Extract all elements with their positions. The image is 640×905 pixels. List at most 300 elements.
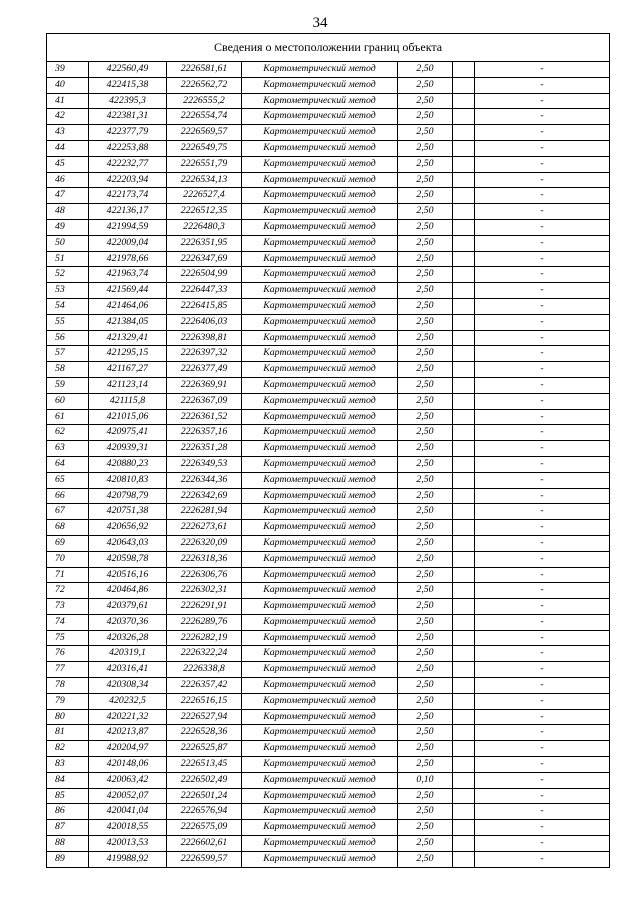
description-cell: - (475, 678, 610, 694)
x-coordinate-cell: 420018,55 (89, 820, 167, 836)
empty-cell (453, 709, 475, 725)
point-number-cell: 68 (47, 520, 89, 536)
x-coordinate-cell: 420370,36 (89, 614, 167, 630)
empty-cell (453, 472, 475, 488)
empty-cell (453, 330, 475, 346)
y-coordinate-cell: 2226513,45 (167, 757, 242, 773)
table-row (47, 235, 610, 251)
y-coordinate-cell: 2226415,85 (167, 298, 242, 314)
description-cell: - (475, 77, 610, 93)
point-number-cell: 75 (47, 630, 89, 646)
point-number-cell: 83 (47, 757, 89, 773)
x-coordinate-cell: 420810,83 (89, 472, 167, 488)
x-coordinate-cell: 421295,15 (89, 346, 167, 362)
y-coordinate-cell: 2226534,13 (167, 172, 242, 188)
empty-cell (453, 409, 475, 425)
accuracy-cell: 2,50 (398, 283, 453, 299)
empty-cell (453, 836, 475, 852)
empty-cell (453, 219, 475, 235)
y-coordinate-cell: 2226527,94 (167, 709, 242, 725)
empty-cell (453, 298, 475, 314)
description-cell: - (475, 693, 610, 709)
y-coordinate-cell: 2226342,69 (167, 488, 242, 504)
table-row (47, 535, 610, 551)
point-number-cell: 73 (47, 599, 89, 615)
description-cell: - (475, 62, 610, 78)
accuracy-cell: 2,50 (398, 172, 453, 188)
point-number-cell: 53 (47, 283, 89, 299)
accuracy-cell: 2,50 (398, 472, 453, 488)
point-number-cell: 43 (47, 125, 89, 141)
table-row (47, 172, 610, 188)
accuracy-cell: 2,50 (398, 851, 453, 867)
description-cell: - (475, 346, 610, 362)
method-cell: Картометрический метод (242, 346, 398, 362)
accuracy-cell: 2,50 (398, 314, 453, 330)
description-cell: - (475, 188, 610, 204)
description-cell: - (475, 583, 610, 599)
accuracy-cell: 2,50 (398, 235, 453, 251)
y-coordinate-cell: 2226602,61 (167, 836, 242, 852)
accuracy-cell: 2,50 (398, 125, 453, 141)
y-coordinate-cell: 2226349,53 (167, 456, 242, 472)
x-coordinate-cell: 420939,31 (89, 441, 167, 457)
accuracy-cell: 2,50 (398, 377, 453, 393)
method-cell: Картометрический метод (242, 456, 398, 472)
method-cell: Картометрический метод (242, 551, 398, 567)
x-coordinate-cell: 420308,34 (89, 678, 167, 694)
table-row (47, 425, 610, 441)
point-number-cell: 80 (47, 709, 89, 725)
description-cell: - (475, 472, 610, 488)
y-coordinate-cell: 2226347,69 (167, 251, 242, 267)
description-cell: - (475, 488, 610, 504)
point-number-cell: 61 (47, 409, 89, 425)
method-cell: Картометрический метод (242, 204, 398, 220)
y-coordinate-cell: 2226501,24 (167, 788, 242, 804)
method-cell: Картометрический метод (242, 836, 398, 852)
accuracy-cell: 2,50 (398, 725, 453, 741)
method-cell: Картометрический метод (242, 772, 398, 788)
accuracy-cell: 2,50 (398, 62, 453, 78)
point-number-cell: 55 (47, 314, 89, 330)
table-row (47, 362, 610, 378)
y-coordinate-cell: 2226555,2 (167, 93, 242, 109)
method-cell: Картометрический метод (242, 425, 398, 441)
description-cell: - (475, 504, 610, 520)
x-coordinate-cell: 421015,06 (89, 409, 167, 425)
table-row (47, 156, 610, 172)
accuracy-cell: 2,50 (398, 393, 453, 409)
table-row (47, 583, 610, 599)
accuracy-cell: 2,50 (398, 741, 453, 757)
x-coordinate-cell: 420975,41 (89, 425, 167, 441)
accuracy-cell: 2,50 (398, 678, 453, 694)
accuracy-cell: 2,50 (398, 425, 453, 441)
method-cell: Картометрический метод (242, 362, 398, 378)
point-number-cell: 67 (47, 504, 89, 520)
empty-cell (453, 820, 475, 836)
accuracy-cell: 2,50 (398, 535, 453, 551)
table-title: Сведения о местоположении границ объекта (47, 34, 610, 62)
table-row (47, 140, 610, 156)
empty-cell (453, 488, 475, 504)
y-coordinate-cell: 2226322,24 (167, 646, 242, 662)
table-row (47, 204, 610, 220)
x-coordinate-cell: 421978,66 (89, 251, 167, 267)
empty-cell (453, 267, 475, 283)
description-cell: - (475, 535, 610, 551)
point-number-cell: 48 (47, 204, 89, 220)
x-coordinate-cell: 420643,03 (89, 535, 167, 551)
method-cell: Картометрический метод (242, 646, 398, 662)
x-coordinate-cell: 420798,79 (89, 488, 167, 504)
x-coordinate-cell: 422203,94 (89, 172, 167, 188)
description-cell: - (475, 283, 610, 299)
accuracy-cell: 2,50 (398, 630, 453, 646)
y-coordinate-cell: 2226502,49 (167, 772, 242, 788)
table-row (47, 551, 610, 567)
method-cell: Картометрический метод (242, 283, 398, 299)
description-cell: - (475, 441, 610, 457)
method-cell: Картометрический метод (242, 314, 398, 330)
empty-cell (453, 125, 475, 141)
empty-cell (453, 362, 475, 378)
table-row (47, 93, 610, 109)
accuracy-cell: 2,50 (398, 709, 453, 725)
accuracy-cell: 2,50 (398, 251, 453, 267)
description-cell: - (475, 251, 610, 267)
method-cell: Картометрический метод (242, 109, 398, 125)
table-row (47, 678, 610, 694)
y-coordinate-cell: 2226273,61 (167, 520, 242, 536)
description-cell: - (475, 409, 610, 425)
table-row (47, 77, 610, 93)
method-cell: Картометрический метод (242, 583, 398, 599)
accuracy-cell: 2,50 (398, 551, 453, 567)
method-cell: Картометрический метод (242, 614, 398, 630)
empty-cell (453, 235, 475, 251)
point-number-cell: 76 (47, 646, 89, 662)
empty-cell (453, 188, 475, 204)
method-cell: Картометрический метод (242, 788, 398, 804)
point-number-cell: 62 (47, 425, 89, 441)
point-number-cell: 89 (47, 851, 89, 867)
method-cell: Картометрический метод (242, 140, 398, 156)
y-coordinate-cell: 2226338,8 (167, 662, 242, 678)
accuracy-cell: 2,50 (398, 346, 453, 362)
empty-cell (453, 646, 475, 662)
x-coordinate-cell: 422560,49 (89, 62, 167, 78)
empty-cell (453, 551, 475, 567)
empty-cell (453, 599, 475, 615)
description-cell: - (475, 140, 610, 156)
method-cell: Картометрический метод (242, 377, 398, 393)
point-number-cell: 59 (47, 377, 89, 393)
empty-cell (453, 441, 475, 457)
table-row (47, 599, 610, 615)
accuracy-cell: 2,50 (398, 298, 453, 314)
y-coordinate-cell: 2226525,87 (167, 741, 242, 757)
accuracy-cell: 2,50 (398, 567, 453, 583)
empty-cell (453, 630, 475, 646)
y-coordinate-cell: 2226377,49 (167, 362, 242, 378)
point-number-cell: 66 (47, 488, 89, 504)
description-cell: - (475, 757, 610, 773)
table-row (47, 472, 610, 488)
method-cell: Картометрический метод (242, 709, 398, 725)
point-number-cell: 40 (47, 77, 89, 93)
y-coordinate-cell: 2226302,31 (167, 583, 242, 599)
x-coordinate-cell: 420052,07 (89, 788, 167, 804)
y-coordinate-cell: 2226554,74 (167, 109, 242, 125)
description-cell: - (475, 772, 610, 788)
point-number-cell: 88 (47, 836, 89, 852)
method-cell: Картометрический метод (242, 599, 398, 615)
y-coordinate-cell: 2226516,15 (167, 693, 242, 709)
accuracy-cell: 2,50 (398, 646, 453, 662)
y-coordinate-cell: 2226406,03 (167, 314, 242, 330)
y-coordinate-cell: 2226306,76 (167, 567, 242, 583)
y-coordinate-cell: 2226569,57 (167, 125, 242, 141)
description-cell: - (475, 125, 610, 141)
method-cell: Картометрический метод (242, 235, 398, 251)
y-coordinate-cell: 2226575,09 (167, 820, 242, 836)
y-coordinate-cell: 2226551,79 (167, 156, 242, 172)
boundary-coordinates-table (46, 33, 610, 868)
description-cell: - (475, 599, 610, 615)
empty-cell (453, 741, 475, 757)
empty-cell (453, 62, 475, 78)
method-cell: Картометрический метод (242, 820, 398, 836)
description-cell: - (475, 109, 610, 125)
empty-cell (453, 788, 475, 804)
table-row (47, 393, 610, 409)
empty-cell (453, 678, 475, 694)
empty-cell (453, 156, 475, 172)
table-row (47, 377, 610, 393)
description-cell: - (475, 156, 610, 172)
y-coordinate-cell: 2226291,91 (167, 599, 242, 615)
y-coordinate-cell: 2226549,75 (167, 140, 242, 156)
accuracy-cell: 2,50 (398, 788, 453, 804)
description-cell: - (475, 804, 610, 820)
x-coordinate-cell: 421329,41 (89, 330, 167, 346)
x-coordinate-cell: 421384,05 (89, 314, 167, 330)
table-row (47, 283, 610, 299)
table-row (47, 614, 610, 630)
table-row (47, 820, 610, 836)
point-number-cell: 69 (47, 535, 89, 551)
empty-cell (453, 504, 475, 520)
description-cell: - (475, 204, 610, 220)
point-number-cell: 52 (47, 267, 89, 283)
x-coordinate-cell: 421167,27 (89, 362, 167, 378)
description-cell: - (475, 267, 610, 283)
point-number-cell: 39 (47, 62, 89, 78)
empty-cell (453, 456, 475, 472)
x-coordinate-cell: 420379,61 (89, 599, 167, 615)
description-cell: - (475, 93, 610, 109)
accuracy-cell: 2,50 (398, 662, 453, 678)
empty-cell (453, 77, 475, 93)
empty-cell (453, 314, 475, 330)
description-cell: - (475, 425, 610, 441)
x-coordinate-cell: 420213,87 (89, 725, 167, 741)
y-coordinate-cell: 2226320,09 (167, 535, 242, 551)
point-number-cell: 60 (47, 393, 89, 409)
point-number-cell: 70 (47, 551, 89, 567)
table-row (47, 409, 610, 425)
y-coordinate-cell: 2226512,35 (167, 204, 242, 220)
x-coordinate-cell: 422381,31 (89, 109, 167, 125)
accuracy-cell: 2,50 (398, 757, 453, 773)
method-cell: Картометрический метод (242, 188, 398, 204)
y-coordinate-cell: 2226528,36 (167, 725, 242, 741)
table-row (47, 488, 610, 504)
x-coordinate-cell: 420656,92 (89, 520, 167, 536)
empty-cell (453, 425, 475, 441)
empty-cell (453, 535, 475, 551)
accuracy-cell: 2,50 (398, 140, 453, 156)
x-coordinate-cell: 422136,17 (89, 204, 167, 220)
x-coordinate-cell: 421115,8 (89, 393, 167, 409)
table-row (47, 725, 610, 741)
description-cell: - (475, 646, 610, 662)
empty-cell (453, 140, 475, 156)
method-cell: Картометрический метод (242, 757, 398, 773)
accuracy-cell: 2,50 (398, 362, 453, 378)
x-coordinate-cell: 420063,42 (89, 772, 167, 788)
x-coordinate-cell: 419988,92 (89, 851, 167, 867)
y-coordinate-cell: 2226576,94 (167, 804, 242, 820)
point-number-cell: 82 (47, 741, 89, 757)
y-coordinate-cell: 2226397,32 (167, 346, 242, 362)
empty-cell (453, 567, 475, 583)
empty-cell (453, 283, 475, 299)
point-number-cell: 58 (47, 362, 89, 378)
accuracy-cell: 2,50 (398, 456, 453, 472)
y-coordinate-cell: 2226361,52 (167, 409, 242, 425)
x-coordinate-cell: 422253,88 (89, 140, 167, 156)
empty-cell (453, 93, 475, 109)
description-cell: - (475, 788, 610, 804)
y-coordinate-cell: 2226351,95 (167, 235, 242, 251)
x-coordinate-cell: 420751,38 (89, 504, 167, 520)
y-coordinate-cell: 2226599,57 (167, 851, 242, 867)
x-coordinate-cell: 420316,41 (89, 662, 167, 678)
table-body (47, 62, 610, 868)
table-row (47, 298, 610, 314)
x-coordinate-cell: 421569,44 (89, 283, 167, 299)
table-row (47, 109, 610, 125)
point-number-cell: 47 (47, 188, 89, 204)
accuracy-cell: 2,50 (398, 77, 453, 93)
table-row (47, 709, 610, 725)
y-coordinate-cell: 2226344,36 (167, 472, 242, 488)
table-row (47, 788, 610, 804)
y-coordinate-cell: 2226527,4 (167, 188, 242, 204)
method-cell: Картометрический метод (242, 441, 398, 457)
method-cell: Картометрический метод (242, 77, 398, 93)
description-cell: - (475, 741, 610, 757)
x-coordinate-cell: 421994,59 (89, 219, 167, 235)
y-coordinate-cell: 2226398,81 (167, 330, 242, 346)
table-row (47, 504, 610, 520)
method-cell: Картометрический метод (242, 678, 398, 694)
y-coordinate-cell: 2226318,36 (167, 551, 242, 567)
method-cell: Картометрический метод (242, 804, 398, 820)
y-coordinate-cell: 2226289,76 (167, 614, 242, 630)
point-number-cell: 78 (47, 678, 89, 694)
x-coordinate-cell: 421963,74 (89, 267, 167, 283)
description-cell: - (475, 662, 610, 678)
point-number-cell: 84 (47, 772, 89, 788)
table-row (47, 346, 610, 362)
method-cell: Картометрический метод (242, 472, 398, 488)
accuracy-cell: 2,50 (398, 93, 453, 109)
table-row (47, 757, 610, 773)
table-row (47, 267, 610, 283)
accuracy-cell: 2,50 (398, 488, 453, 504)
y-coordinate-cell: 2226281,94 (167, 504, 242, 520)
table-row (47, 646, 610, 662)
empty-cell (453, 583, 475, 599)
point-number-cell: 63 (47, 441, 89, 457)
table-row (47, 851, 610, 867)
x-coordinate-cell: 420232,5 (89, 693, 167, 709)
description-cell: - (475, 520, 610, 536)
page-number: 34 (312, 15, 328, 31)
method-cell: Картометрический метод (242, 93, 398, 109)
table-row (47, 188, 610, 204)
x-coordinate-cell: 422415,38 (89, 77, 167, 93)
point-number-cell: 50 (47, 235, 89, 251)
description-cell: - (475, 630, 610, 646)
accuracy-cell: 2,50 (398, 836, 453, 852)
accuracy-cell: 2,50 (398, 188, 453, 204)
accuracy-cell: 2,50 (398, 219, 453, 235)
empty-cell (453, 772, 475, 788)
point-number-cell: 87 (47, 820, 89, 836)
table-row (47, 836, 610, 852)
table-row (47, 456, 610, 472)
point-number-cell: 41 (47, 93, 89, 109)
table-row (47, 741, 610, 757)
table-row (47, 662, 610, 678)
empty-cell (453, 377, 475, 393)
point-number-cell: 49 (47, 219, 89, 235)
method-cell: Картометрический метод (242, 409, 398, 425)
point-number-cell: 72 (47, 583, 89, 599)
method-cell: Картометрический метод (242, 693, 398, 709)
description-cell: - (475, 235, 610, 251)
method-cell: Картометрический метод (242, 125, 398, 141)
y-coordinate-cell: 2226504,99 (167, 267, 242, 283)
table-row (47, 62, 610, 78)
method-cell: Картометрический метод (242, 851, 398, 867)
method-cell: Картометрический метод (242, 520, 398, 536)
description-cell: - (475, 377, 610, 393)
table-row (47, 125, 610, 141)
empty-cell (453, 251, 475, 267)
description-cell: - (475, 393, 610, 409)
accuracy-cell: 2,50 (398, 520, 453, 536)
point-number-cell: 65 (47, 472, 89, 488)
accuracy-cell: 2,50 (398, 330, 453, 346)
point-number-cell: 85 (47, 788, 89, 804)
y-coordinate-cell: 2226369,91 (167, 377, 242, 393)
